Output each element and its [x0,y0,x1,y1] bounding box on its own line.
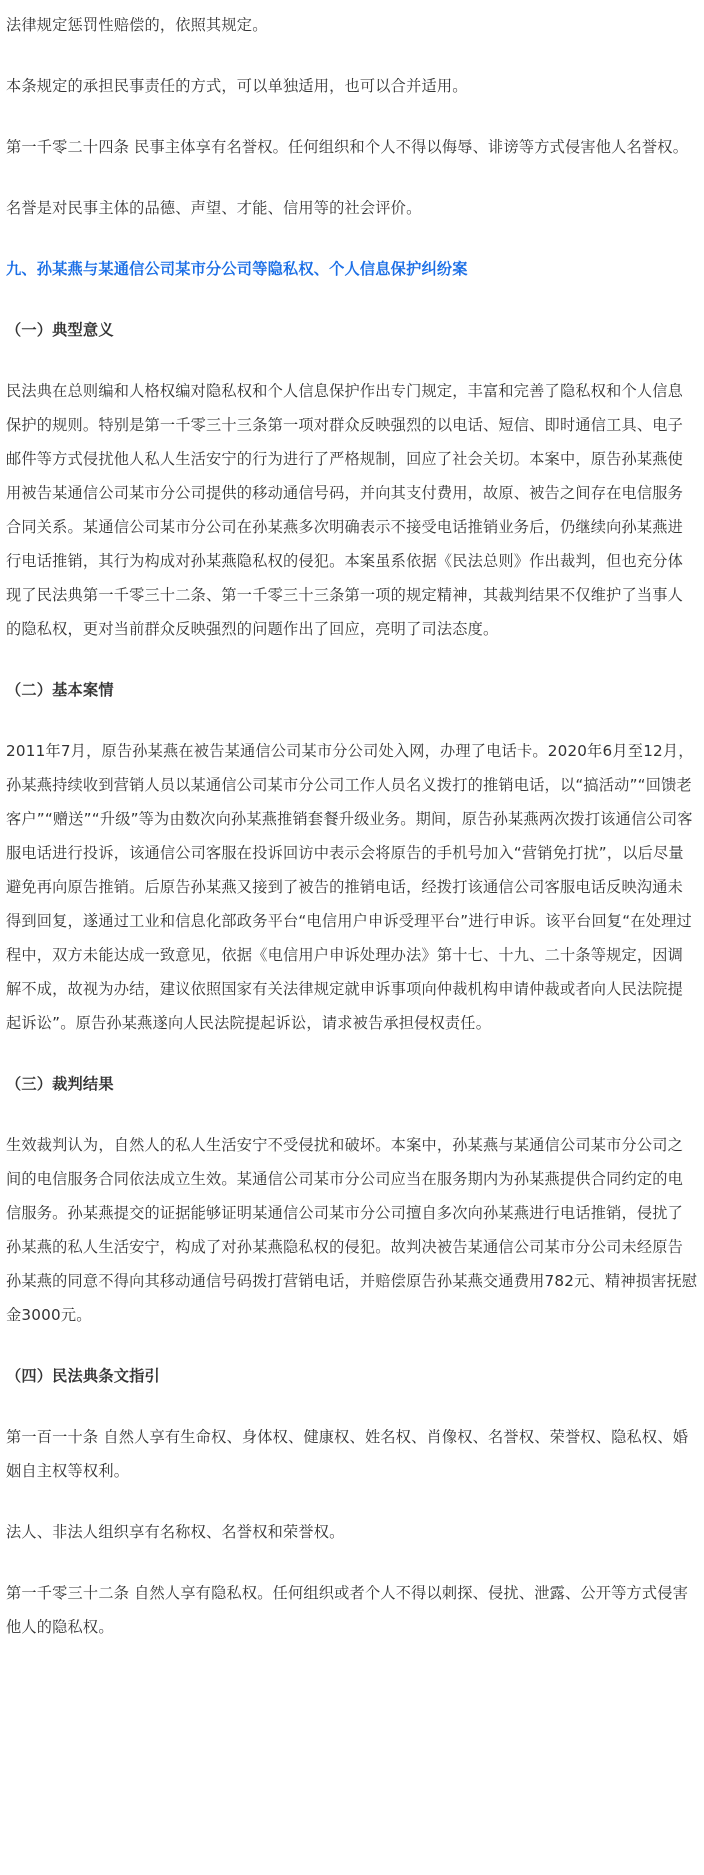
subsection-heading: （二）基本案情 [6,681,114,699]
subsection-heading: （一）典型意义 [6,321,114,339]
paragraph: 民法典在总则编和人格权编对隐私权和个人信息保护作出专门规定，丰富和完善了隐私权和个人信息保护的规则。特别是第一千零三十三条第一项对群众反映强烈的以电话、短信、即时通信工具、电子邮件等方式侵扰他人私人生活安宁的行为进行了严格规制，回应了社会关切。本案中，原告孙某燕使用被告某通信公司某市分公司提供的移动通信号码，并向其支付费用，故原、被告之间存在电信服务合同关系。某通信公司某市分公司在孙某燕多次明确表示不接受电话推销业务后，仍继续向孙某燕进行电话推销，其行为构成对孙某燕隐私权的侵犯。本案虽系依据《民法总则》作出裁判，但也充分体现了民法典第一千零三十二条、第一千零三十三条第一项的规定精神，其裁判结果不仅维护了当事人的隐私权，更对当前群众反映强烈的问题作出了回应，亮明了司法态度。 [6,382,684,638]
paragraph: 生效裁判认为，自然人的私人生活安宁不受侵扰和破坏。本案中，孙某燕与某通信公司某市分公司之间的电信服务合同依法成立生效。某通信公司某市分公司应当在服务期内为孙某燕提供合同约定的电信服务。孙某燕提交的证据能够证明某通信公司某市分公司擅自多次向孙某燕进行电话推销，侵扰了孙某燕的私人生活安宁，构成了对孙某燕隐私权的侵犯。故判决被告某通信公司某市分公司未经原告孙某燕的同意不得向其移动通信号码拨打营销电话，并赔偿原告孙某燕交通费用782元、精神损害抚慰金3000元。 [6,1136,698,1324]
subsection-heading: （四）民法典条文指引 [6,1367,160,1385]
paragraph: 第一千零二十四条 民事主体享有名誉权。任何组织和个人不得以侮辱、诽谤等方式侵害他人名誉权。 [6,138,689,156]
paragraph: 本条规定的承担民事责任的方式，可以单独适用，也可以合并适用。 [6,77,468,95]
paragraph: 法律规定惩罚性赔偿的，依照其规定。 [6,16,268,34]
section-title: 九、孙某燕与某通信公司某市分公司等隐私权、个人信息保护纠纷案 [6,260,468,278]
article-body [0,8,704,1644]
paragraph: 第一百一十条 自然人享有生命权、身体权、健康权、姓名权、肖像权、名誉权、荣誉权、隐私权、婚姻自主权等权利。 [6,1428,689,1480]
subsection-heading: （三）裁判结果 [6,1075,114,1093]
paragraph: 名誉是对民事主体的品德、声望、才能、信用等的社会评价。 [6,199,422,217]
paragraph: 2011年7月，原告孙某燕在被告某通信公司某市分公司处入网，办理了电话卡。2020年6月至12月，孙某燕持续收到营销人员以某通信公司某市分公司工作人员名义拨打的推销电话，以“搞活动”“回馈老客户”“赠送”“升级”等为由数次向孙某燕推销套餐升级业务。期间，原告孙某燕两次拨打该通信公司客服电话进行投诉，该通信公司客服在投诉回访中表示会将原告的手机号加入“营销免打扰”，以后尽量避免再向原告推销。后原告孙某燕又接到了被告的推销电话，经拨打该通信公司客服电话反映沟通未得到回复，遂通过工业和信息化部政务平台“电信用户申诉受理平台”进行申诉。该平台回复“在处理过程中，双方未能达成一致意见，依据《电信用户申诉处理办法》第十七、十九、二十条等规定，因调解不成，故视为办结，建议依照国家有关法律规定就申诉事项向仲裁机构申请仲裁或者向人民法院提起诉讼”。原告孙某燕遂向人民法院提起诉讼，请求被告承担侵权责任。 [6,742,694,1032]
paragraph: 法人、非法人组织享有名称权、名誉权和荣誉权。 [6,1523,345,1541]
paragraph: 第一千零三十二条 自然人享有隐私权。任何组织或者个人不得以刺探、侵扰、泄露、公开等方式侵害他人的隐私权。 [6,1584,689,1636]
